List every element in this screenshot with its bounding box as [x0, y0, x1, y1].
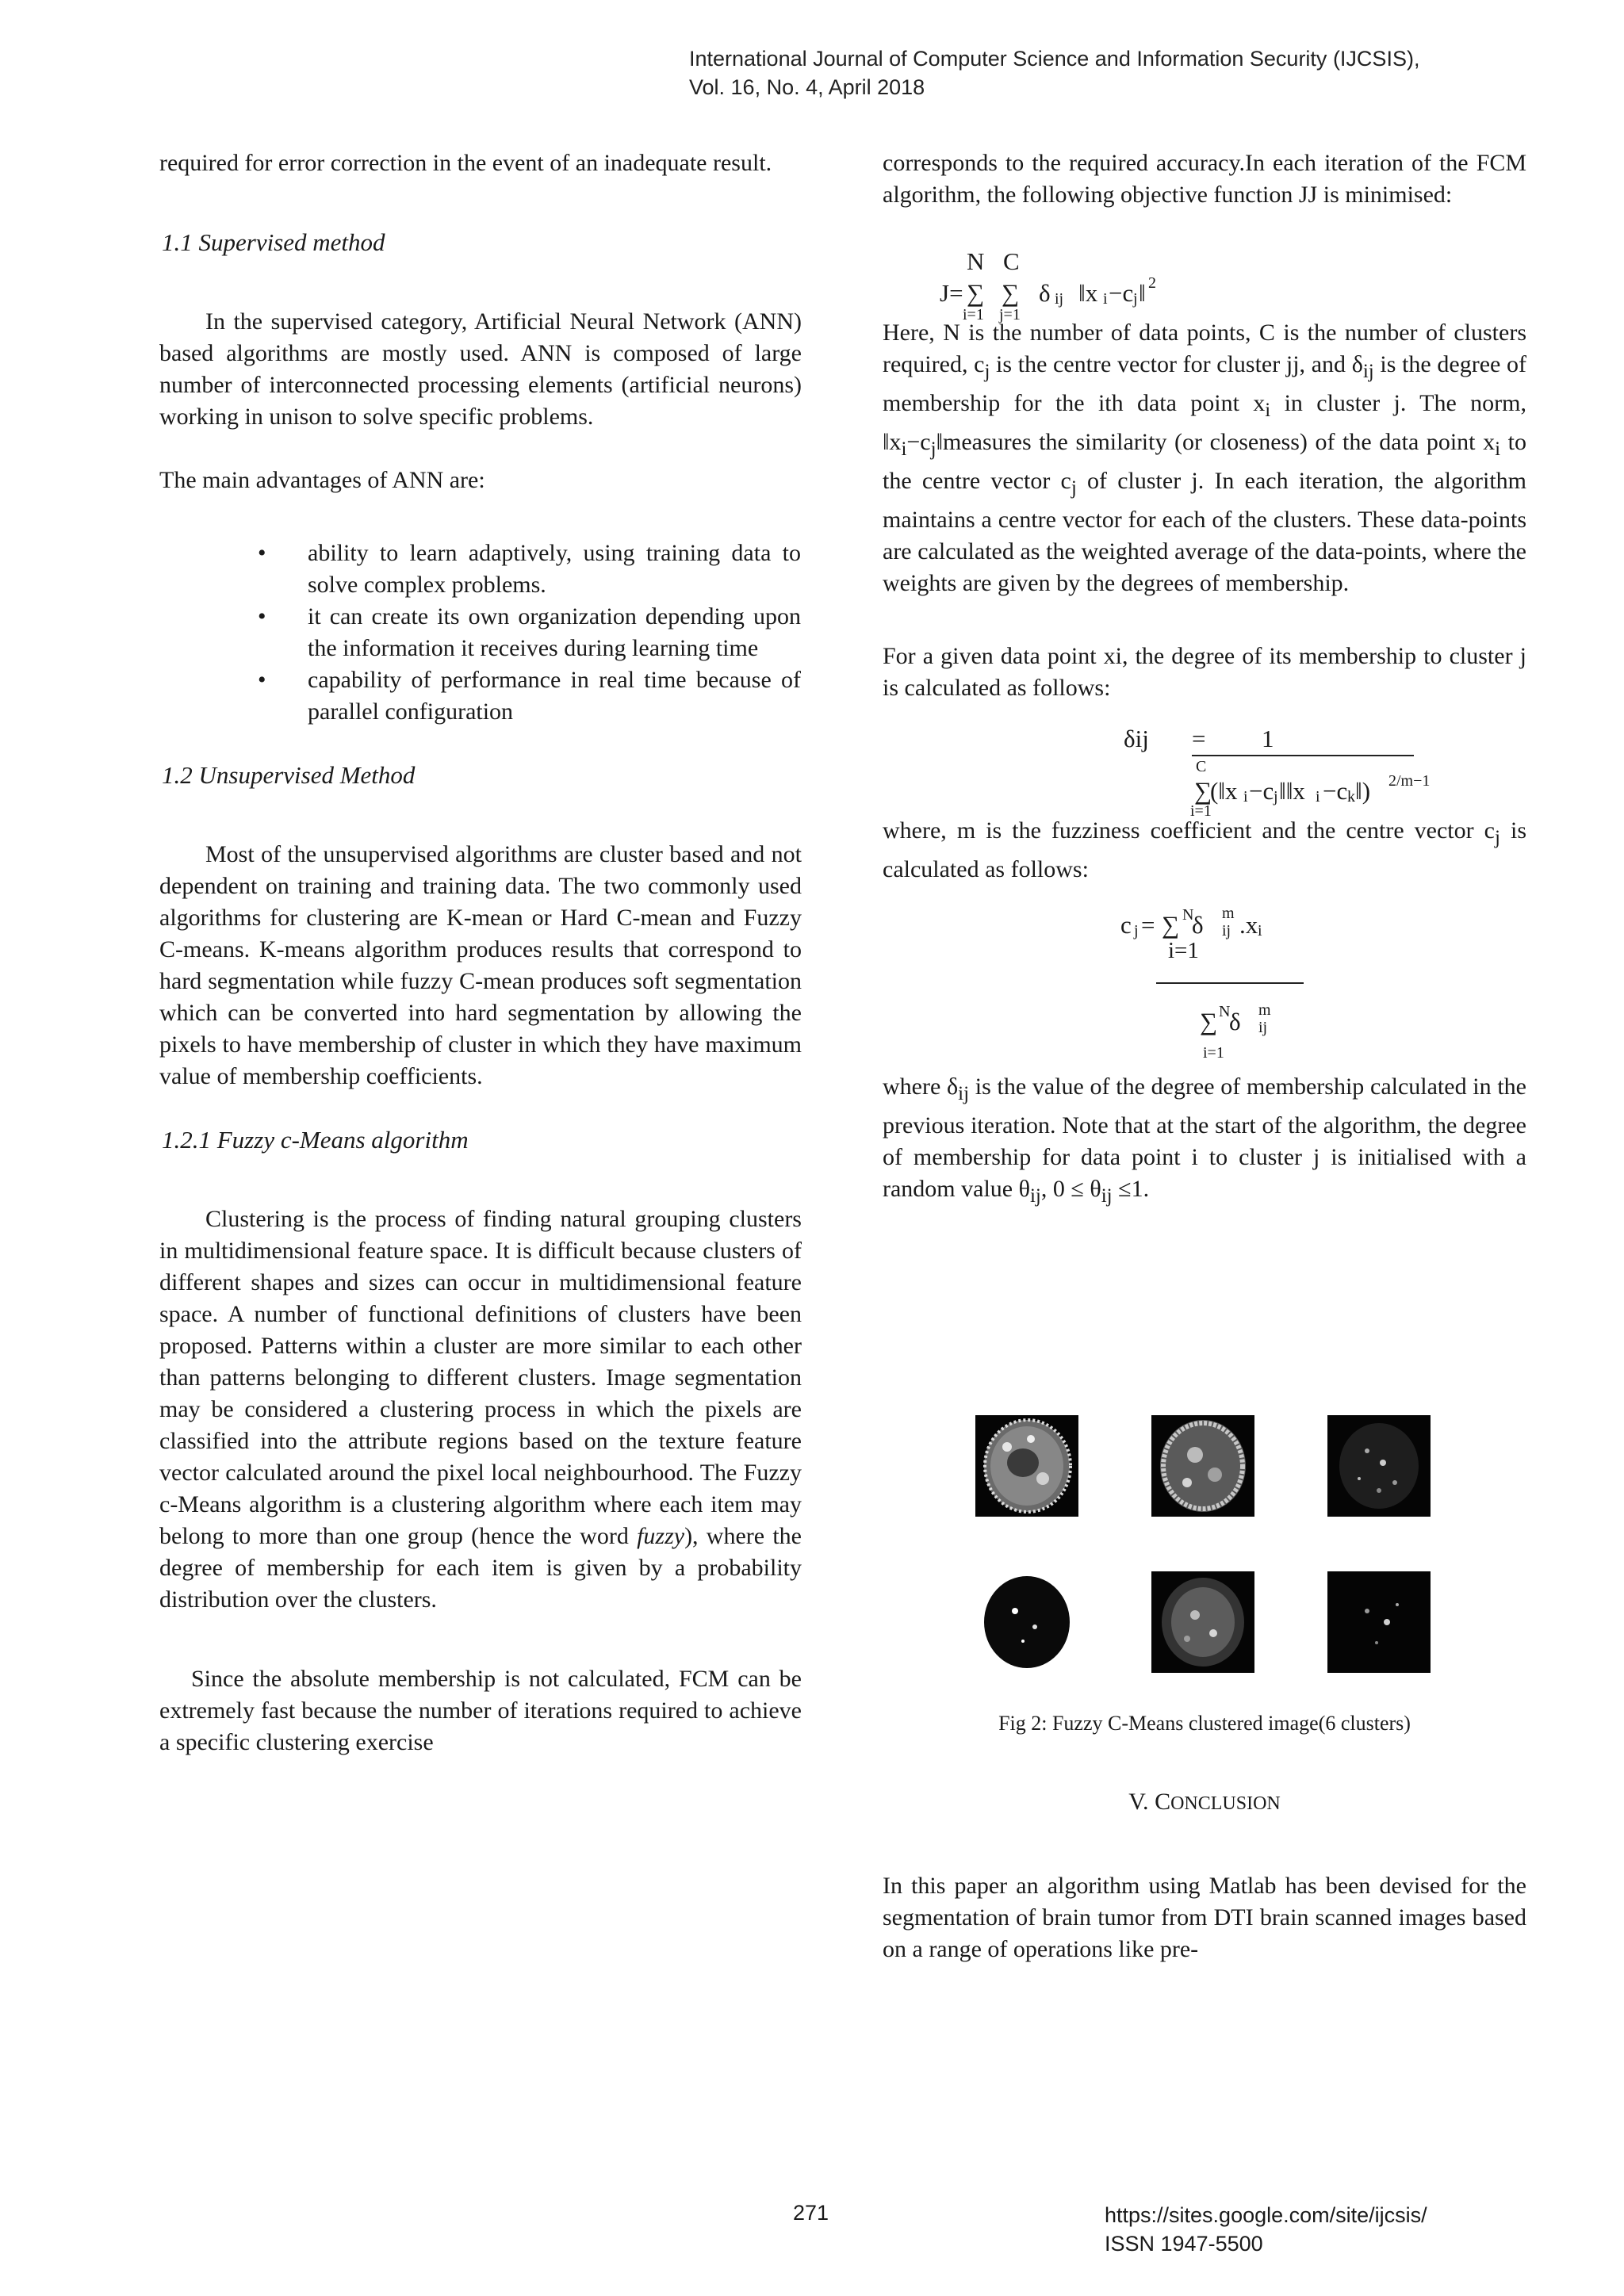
accuracy-paragraph: corresponds to the required accuracy.In each iteration of the FCM algorithm, the following objective function JJ is minimised:	[883, 150, 1526, 208]
fast-paragraph: Since the absolute membership is not calculated, FCM can be extremely fast because the number of iterations required to achieve a specific clustering exercise	[159, 1666, 802, 1755]
subsection-supervised: 1.1 Supervised method	[162, 228, 385, 256]
footer-info	[1105, 2201, 1427, 2258]
figure-caption: Fig 2: Fuzzy C-Means clustered image(6 clusters)	[998, 1712, 1411, 1735]
journal-header	[689, 44, 1561, 101]
objective-equation: N C J= ∑ ∑ i=1 j=1 δ ij ‖x i −c j ‖ 2	[940, 247, 1156, 323]
clustering-paragraph: Clustering is the process of finding natural grouping clusters in multidimensional feature space. It is difficult because clusters of different shapes and sizes can occur in multidimensional feature space. A number of functional definitions of clusters have been proposed. Patterns within a cluster are more similar to each other than patterns belonging to different clusters. Image segmentation may be considered a clustering process in which the pixels are classified into the attribute regions based on the texture feature vector calculated around the pixel local neighbourhood. The Fuzzy c-Means algorithm is a clustering algorithm where each item may belong to more than one group (hence the word fuzzy), where the degree of membership for each item is given by a probability distribution over the clusters.	[159, 1206, 802, 1613]
intro-paragraph: required for error correction in the event of an inadequate result.	[159, 150, 772, 176]
cluster-image-2	[1151, 1415, 1254, 1517]
cluster-image-4	[975, 1571, 1078, 1673]
journal-volume: Vol. 16, No. 4, April 2018	[689, 75, 925, 99]
unsupervised-paragraph: Most of the unsupervised algorithms are cluster based and not dependent on training and training data. The two commonly used algorithms for clustering are K-mean or Hard C-mean and Fuzzy C-means. K-means algorithm produces results that correspond to hard segmentation while fuzzy C-mean produces soft segmentation which can be converted into hard segmentation by allowing the pixels to have membership of cluster in which they have maximum value of membership coefficients.	[159, 841, 802, 1089]
bullet-icon: •	[258, 667, 266, 693]
cluster-image-1	[975, 1415, 1078, 1517]
footer-issn: ISSN 1947-5500	[1105, 2232, 1263, 2256]
subsection-unsupervised: 1.2 Unsupervised Method	[162, 761, 416, 789]
here-paragraph: Here, N is the number of data points, C is the number of clusters required, $c_j$ is the centre vector for cluster jj, and $\delta_{ij}$ is the degree of membership for the ith data point $x_i$ in cluster j. The norm, $‖x_i-c_j‖measures$ the similarity (or closeness) of the data point $x_i$ to the centre vector $c_j$ of cluster j. In each iteration, the algorithm maintains a centre vector for each of the clusters. These data-points are calculated as the weighted average of the data-points, where the weights are given by the degrees of membership.	[883, 320, 1526, 596]
cluster-image-5	[1151, 1571, 1254, 1673]
membership-equation: δij = 1 C ∑ (‖x i −c j ‖‖x i −c k ‖) 2/m−1 i=1	[1124, 725, 1431, 820]
bullet-icon: •	[258, 540, 266, 566]
journal-title: International Journal of Computer Science and Information Security (IJCSIS),	[689, 47, 1420, 71]
fuzziness-paragraph: where, m is the fuzziness coefficient and the centre vector $c_j$ is calculated as follows:	[883, 817, 1526, 882]
supervised-paragraph: In the supervised category, Artificial Neural Network (ANN) based algorithms are mostly used. ANN is composed of large number of interconnected processing elements (artificial neurons) working in unison to solve specific problems.	[159, 308, 802, 430]
list-item: • it can create its own organization depending upon the information it receives during learning time	[159, 601, 802, 664]
advantages-paragraph: The main advantages of ANN are:	[159, 467, 485, 493]
advantages-list	[159, 538, 802, 728]
fraction-bar	[1156, 982, 1304, 984]
given-paragraph: For a given data point xi, the degree of its membership to cluster j is calculated as follows:	[883, 643, 1526, 701]
bullet-icon: •	[258, 603, 266, 629]
subsection-fcm: 1.2.1 Fuzzy c-Means algorithm	[162, 1126, 469, 1154]
fraction-bar	[1192, 755, 1414, 756]
section-heading-conclusion: V. CONCLUSION	[1128, 1789, 1281, 1815]
cluster-image-3	[1327, 1415, 1431, 1517]
footer-url: https://sites.google.com/site/ijcsis/	[1105, 2203, 1427, 2227]
conclusion-paragraph: In this paper an algorithm using Matlab has been devised for the segmentation of brain tumor from DTI brain scanned images based on a range of operations like pre-	[883, 1873, 1526, 1962]
left-column	[159, 147, 802, 1758]
previous-iteration-paragraph: where $\delta_{ij}$ is the value of the degree of membership calculated in the previous iteration. Note that at the start of the algorithm, the degree of membership for data point i to cluster j is initialised with a random value $\theta_{ij}$, $0 \le \theta_{ij} \le 1$.	[883, 1073, 1527, 1207]
list-item: • ability to learn adaptively, using training data to solve complex problems.	[159, 538, 802, 601]
page-number: 271	[793, 2201, 829, 2225]
list-item: • capability of performance in real time because of parallel configuration	[159, 664, 802, 728]
centre-equation: c j = ∑ N δ m ij .x i i=1 ∑ N δ m ij i=1	[883, 886, 1526, 1071]
cluster-image-6	[1327, 1571, 1431, 1673]
fcm-figure	[975, 1415, 1435, 1653]
